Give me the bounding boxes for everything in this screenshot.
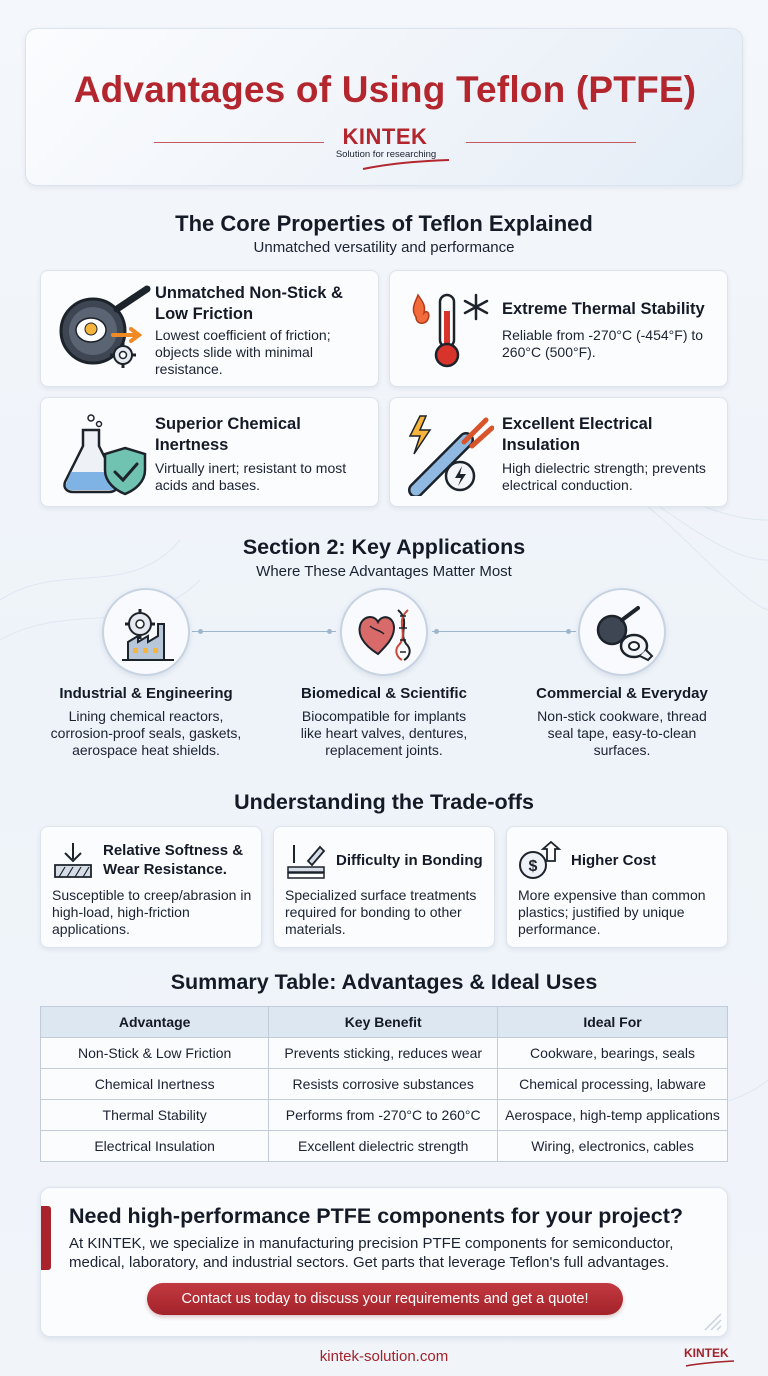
brand-logo: KINTEK: [342, 124, 428, 149]
tradeoff-description: More expensive than common plastics; justified by unique performance.: [518, 887, 706, 937]
dollar-arrow-icon: [517, 841, 563, 881]
application-description: Biocompatible for implants like heart valves, dentures, replacement joints.: [300, 708, 468, 758]
section-subtitle-applications: Where These Advantages Matter Most: [256, 563, 512, 580]
call-to-action-panel: [40, 1187, 728, 1337]
header-banner: [25, 28, 743, 186]
bonding-icon: [284, 841, 328, 881]
tradeoff-card-cost: [506, 826, 728, 948]
connector-line: [432, 631, 576, 632]
frying-pan-icon: [55, 285, 155, 371]
table-cell: Non-Stick & Low Friction: [41, 1038, 269, 1069]
divider-line: [154, 142, 324, 143]
property-card-non-stick: [40, 270, 379, 387]
table-row: [41, 1038, 728, 1069]
swoosh-icon: [684, 1360, 736, 1368]
section-title-summary: Summary Table: Advantages & Ideal Uses: [170, 970, 598, 994]
section-title-core: The Core Properties of Teflon Explained: [175, 211, 593, 236]
factory-gear-icon: [118, 604, 178, 664]
connector-dot: [434, 629, 439, 634]
application-title: Commercial & Everyday: [536, 685, 708, 702]
compress-surface-icon: [51, 841, 95, 881]
table-cell: Wiring, electronics, cables: [498, 1131, 728, 1162]
card-title: Extreme Thermal Stability: [502, 300, 705, 318]
tradeoff-title: Higher Cost: [571, 852, 657, 869]
section-title-tradeoffs: Understanding the Trade-offs: [234, 790, 534, 814]
card-title: Unmatched Non-Stick & Low Friction: [155, 284, 343, 323]
column-header: Ideal For: [498, 1007, 728, 1038]
section-subtitle-core: Unmatched versatility and performance: [253, 239, 515, 256]
footer-logo: KINTEK: [684, 1346, 729, 1360]
tradeoff-title: Relative Softness & Wear Resistance.: [103, 842, 244, 878]
tradeoff-description: Specialized surface treatments required for bonding to other materials.: [285, 887, 477, 937]
swoosh-icon: [361, 159, 451, 171]
table-cell: Electrical Insulation: [41, 1131, 269, 1162]
application-description: Lining chemical reactors, corrosion-proof seals, gaskets, aerospace heat shields.: [50, 708, 242, 758]
application-icon-circle: [340, 588, 428, 676]
heart-dna-icon: [356, 604, 416, 664]
table-cell: Chemical processing, labware: [498, 1069, 728, 1100]
flask-shield-icon: [57, 412, 153, 496]
svg-text:$: $: [528, 858, 538, 875]
application-icon-circle: [578, 588, 666, 676]
card-title: Superior Chemical Inertness: [155, 415, 301, 454]
footer-url-link[interactable]: kintek-solution.com: [319, 1348, 449, 1365]
table-cell: Resists corrosive substances: [269, 1069, 498, 1100]
corner-fold-icon: [701, 1310, 723, 1332]
card-description: High dielectric strength; prevents electrical conduction.: [502, 460, 706, 493]
cta-title: Need high-performance PTFE components for your project?: [69, 1204, 684, 1228]
connector-dot: [198, 629, 203, 634]
table-row: [41, 1069, 728, 1100]
property-card-chemical: [40, 397, 379, 507]
connector-dot: [327, 629, 332, 634]
table-row: [41, 1131, 728, 1162]
card-description: Lowest coefficient of friction; objects slide with minimal resistance.: [155, 327, 331, 377]
accent-bar: [41, 1206, 51, 1270]
application-description: Non-stick cookware, thread seal tape, easy-to-clean surfaces.: [537, 708, 707, 758]
cable-lightning-icon: [406, 412, 494, 496]
divider-line: [466, 142, 636, 143]
brand-tagline: Solution for researching: [335, 149, 437, 160]
page-title: Advantages of Using Teflon (PTFE): [73, 69, 697, 110]
tradeoff-card-bonding: [273, 826, 495, 948]
application-icon-circle: [102, 588, 190, 676]
property-card-thermal: [389, 270, 728, 387]
table-cell: Thermal Stability: [41, 1100, 269, 1131]
card-title: Excellent Electrical Insulation: [502, 415, 653, 454]
application-title: Biomedical & Scientific: [301, 685, 467, 702]
section-title-applications: Section 2: Key Applications: [242, 535, 526, 559]
summary-table: [40, 1006, 728, 1162]
tradeoff-title: Difficulty in Bonding: [336, 852, 483, 869]
connector-dot: [566, 629, 571, 634]
table-cell: Cookware, bearings, seals: [498, 1038, 728, 1069]
tradeoff-card-softness: [40, 826, 262, 948]
thermometer-icon: [404, 289, 494, 371]
table-cell: Aerospace, high-temp applications: [498, 1100, 728, 1131]
cta-text: At KINTEK, we specialize in manufacturing precision PTFE components for semiconductor, medical, laboratory, and industrial sectors. Get parts that leverage Teflon's full advantages.: [69, 1235, 674, 1271]
card-description: Reliable from -270°C (-454°F) to 260°C (500°F).: [502, 327, 704, 360]
column-header: Key Benefit: [269, 1007, 498, 1038]
pan-tape-icon: [594, 604, 654, 664]
tradeoff-description: Susceptible to creep/abrasion in high-load, high-friction applications.: [52, 887, 252, 937]
table-cell: Excellent dielectric strength: [269, 1131, 498, 1162]
column-header: Advantage: [41, 1007, 269, 1038]
table-cell: Prevents sticking, reduces wear: [269, 1038, 498, 1069]
property-card-electrical: [389, 397, 728, 507]
table-cell: Performs from -270°C to 260°C: [269, 1100, 498, 1131]
table-row: [41, 1100, 728, 1131]
application-title: Industrial & Engineering: [59, 685, 233, 702]
table-header-row: [41, 1007, 728, 1038]
card-description: Virtually inert; resistant to most acids and bases.: [155, 460, 347, 493]
table-cell: Chemical Inertness: [41, 1069, 269, 1100]
connector-line: [192, 631, 336, 632]
contact-quote-button[interactable]: Contact us today to discuss your requirements and get a quote!: [147, 1283, 623, 1315]
